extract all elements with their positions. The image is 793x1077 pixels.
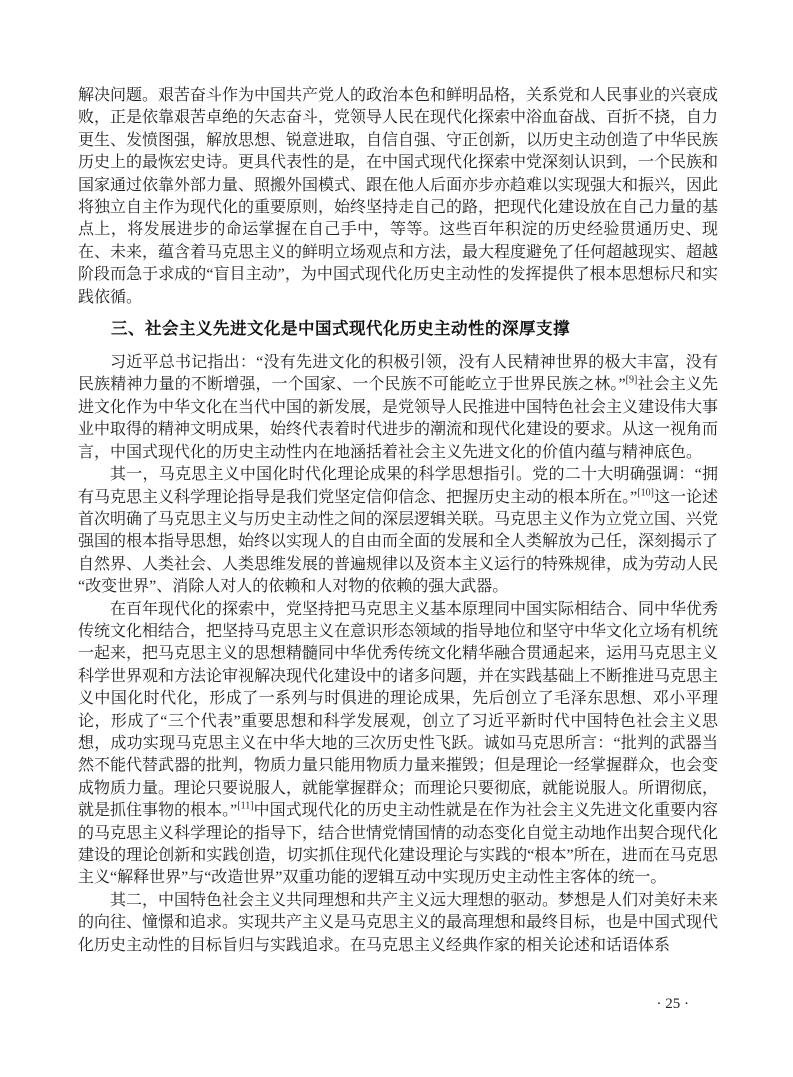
section-heading: 三、社会主义先进文化是中国式现代化历史主动性的深厚支撑 [111, 320, 570, 339]
citation-superscript: [10] [637, 487, 654, 499]
paragraph-point-one: 其一，马克思主义中国化时代化理论成果的科学思想指引。党的二十大明确强调：“拥有马克思主义科学理论指导是我们党坚定信仰信念、把握历史主动的根本所在。”[10]这一论述首次明确了马克思主义与历史主动性之间的深层逻辑关联。马克思主义作为立党立国、兴党强国的根本指导思想，始终以实现人的自由而全面的发展和全人类解放为己任，深刻揭示了自然界、人类社会、人类思维发展的普遍规律以及资本主义运行的特殊规律，成为劳动人民“改变世界”、消除人对人的依赖和人对物的依赖的强大武器。 [78, 466, 719, 596]
paragraph-quote-xi: 习近平总书记指出：“没有先进文化的积极引领，没有人民精神世界的极大丰富，没有民族精神力量的不断增强，一个国家、一个民族不可能屹立于世界民族之林。”[9]社会主义先进文化作为中华文化在当代中国的新发展，是党领导人民推进中国特色社会主义建设伟大事业中取得的精神文明成果，始终代表着时代进步的潮流和现代化建设的要求。从这一视角而言，中国式现代化的历史主动性内在地涵括着社会主义先进文化的价值内蕴与精神底色。 [78, 354, 719, 461]
paragraph-continuation: 解决问题。艰苦奋斗作为中国共产党人的政治本色和鲜明品格，关系党和人民事业的兴衰成败，正是依靠艰苦卓绝的矢志奋斗，党领导人民在现代化探索中浴血奋战、百折不挠，自力更生、发愤图强，解放思想、锐意进取，自信自强、守正创新，以历史主动创造了中华民族历史上的最恢宏史诗。更具代表性的是，在中国式现代化探索中党深刻认识到，一个民族和国家通过依靠外部力量、照搬外国模式、跟在他人后面亦步亦趋难以实现强大和振兴，因此将独立自主作为现代化的重要原则，始终坚持走自己的路，把现代化建设放在自己力量的基点上，将发展进步的命运掌握在自己手中，等等。这些百年积淀的历史经验贯通历史、现在、未来，蕴含着马克思主义的鲜明立场观点和方法，最大程度避免了任何超越现实、超越阶段而急于求成的“盲目主动”，为中国式现代化历史主动性的发挥提供了根本思想标尺和实践依循。 [78, 87, 719, 306]
paragraph-point-two: 其二，中国特色社会主义共同理想和共产主义远大理想的驱动。梦想是人们对美好未来的向往、憧憬和追求。实现共产主义是马克思主义的最高理想和最终目标，也是中国式现代化历史主动性的目标旨归与实践追求。在马克思主义经典作家的相关论述和话语体系 [78, 891, 719, 954]
article-body [78, 85, 718, 957]
citation-superscript: [9] [625, 375, 638, 387]
page-number: · 25 · [651, 996, 690, 1013]
paragraph-marxism-sinicization: 在百年现代化的探索中，党坚持把马克思主义基本原理同中国实际相结合、同中华优秀传统文化相结合，把坚持马克思主义在意识形态领域的指导地位和坚守中华文化立场有机统一起来，把马克思主义的思想精髓同中华优秀传统文化精华融合贯通起来，运用马克思主义科学世界观和方法论审视解决现代化建设中的诸多问题，并在实践基础上不断推进马克思主义中国化时代化，形成了一系列与时俱进的理论成果，先后创立了毛泽东思想、邓小平理论，形成了“三个代表”重要思想和科学发展观，创立了习近平新时代中国特色社会主义思想，成功实现马克思主义在中华大地的三次历史性飞跃。诚如马克思所言：“批判的武器当然不能代替武器的批判，物质力量只能用物质力量来摧毁；但是理论一经掌握群众，也会变成物质力量。理论只要说服人，就能掌握群众；而理论只要彻底，就能说服人。所谓彻底，就是抓住事物的根本。”[11]中国式现代化的历史主动性就是在作为社会主义先进文化重要内容的马克思主义科学理论的指导下，结合世情党情国情的动态变化自觉主动地作出契合现代化建设的理论创新和实践创造，切实抓住现代化建设理论与实践的“根本”所在，进而在马克思主义“解释世界”与“改造世界”双重功能的逻辑互动中实现历史主动性主客体的统一。 [78, 600, 719, 887]
citation-superscript: [11] [237, 800, 254, 812]
